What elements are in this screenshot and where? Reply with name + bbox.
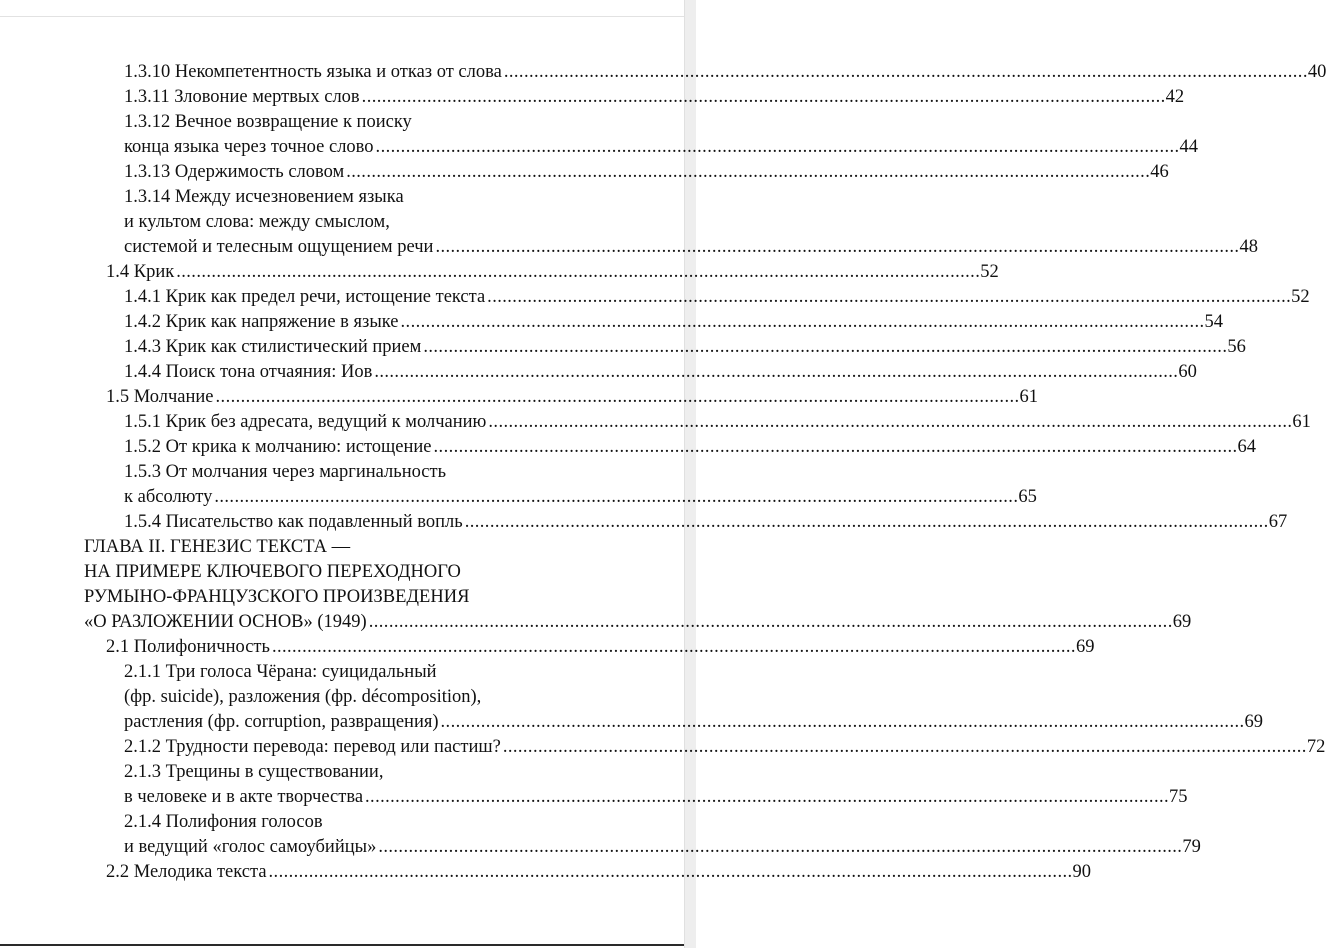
dot-leader: ................................................................................................................................................................ (268, 862, 1073, 882)
toc-entry-row (124, 285, 1310, 310)
toc-entry-title-line: НА ПРИМЕРЕ КЛЮЧЕВОГО ПЕРЕХОДНОГО (84, 562, 461, 582)
toc-entry[interactable] (0, 535, 1192, 635)
dot-leader: ................................................................................................................................................................ (502, 737, 1307, 757)
toc-entry[interactable] (0, 510, 1288, 535)
toc-entry-title-line: к абсолюту (124, 487, 213, 507)
dot-leader: ................................................................................................................................................................ (488, 412, 1293, 432)
dot-leader: ................................................................................................................................................................ (433, 437, 1238, 457)
dot-leader: ................................................................................................................................................................ (271, 637, 1076, 657)
toc-entry[interactable] (0, 860, 1092, 885)
toc-entry-title-line: конца языка через точное слово (124, 137, 374, 157)
toc-page-number: 72 (1306, 737, 1326, 757)
dot-leader: ................................................................................................................................................................ (378, 837, 1183, 857)
toc-entry-title-line: 1.5.1 Крик без адресата, ведущий к молчанию (124, 412, 487, 432)
toc-entry[interactable] (0, 360, 1197, 385)
toc-entry-row (106, 860, 1092, 885)
toc-entry-title-line: 1.4.1 Крик как предел речи, истощение текста (124, 287, 486, 307)
dot-leader: ................................................................................................................................................................ (374, 362, 1179, 382)
toc-entry[interactable] (0, 410, 1311, 435)
toc-page-number: 56 (1227, 337, 1246, 357)
toc-entry-row (124, 310, 1224, 335)
toc-entry-title-line: 1.3.10 Некомпетентность языка и отказ от слова (124, 62, 502, 82)
dot-leader: ................................................................................................................................................................ (214, 487, 1019, 507)
toc-entry-title-line: «О РАЗЛОЖЕНИИ ОСНОВ» (1949) (84, 612, 367, 632)
toc-entry-title-line: 1.3.12 Вечное возвращение к поиску (124, 112, 412, 132)
toc-entry-title-line: 2.2 Мелодика текста (106, 862, 267, 882)
toc-entry[interactable] (0, 385, 1039, 410)
dot-leader: ................................................................................................................................................................ (503, 62, 1308, 82)
toc-page-number: 61 (1292, 412, 1311, 432)
toc-entry[interactable] (0, 110, 1199, 160)
toc-entry-row (124, 785, 1188, 810)
toc-entry-title-line: 1.5 Молчание (106, 387, 214, 407)
toc-page-number: 54 (1204, 312, 1224, 332)
toc-entry[interactable] (0, 160, 1169, 185)
toc-entry-row (84, 610, 1192, 635)
toc-entry-row (124, 135, 1199, 160)
toc-entry[interactable] (0, 260, 999, 285)
toc-entry-title-line: 1.5.3 От молчания через маргинальность (124, 462, 447, 482)
toc-entry-title-line: 1.5.4 Писательство как подавленный вопль (124, 512, 463, 532)
toc-entry[interactable] (0, 310, 1224, 335)
toc-entry-title-line: 2.1.2 Трудности перевода: перевод или пастиш? (124, 737, 501, 757)
dot-leader: ................................................................................................................................................................ (464, 512, 1269, 532)
dot-leader: ................................................................................................................................................................ (176, 262, 981, 282)
toc-entry-row (106, 260, 999, 285)
dot-leader: ................................................................................................................................................................ (346, 162, 1151, 182)
toc-entry-row (124, 710, 1264, 735)
toc-entry-title-line: 1.3.11 Зловоние мертвых слов (124, 87, 360, 107)
dot-leader: ................................................................................................................................................................ (375, 137, 1180, 157)
toc-page-number: 60 (1178, 362, 1197, 382)
toc-entry[interactable] (0, 85, 1185, 110)
toc-entry[interactable] (0, 635, 1095, 660)
toc-entry-title-line: и культом слова: между смыслом, (124, 212, 390, 232)
toc-page-number: 61 (1019, 387, 1039, 407)
toc-entry-row (124, 835, 1201, 860)
toc-entry-title-line: 1.3.13 Одержимость словом (124, 162, 345, 182)
toc-entry-row (124, 510, 1288, 535)
toc-entry[interactable] (0, 285, 1310, 310)
toc-entry-title-line: системой и телесным ощущением речи (124, 237, 434, 257)
toc-entry-title-line: 1.4.2 Крик как напряжение в языке (124, 312, 399, 332)
toc-entry[interactable] (0, 335, 1246, 360)
toc-entry-title-line: растления (фр. corruption, развращения) (124, 712, 439, 732)
toc-entry-row (124, 360, 1197, 385)
toc-entry-title-line: 2.1 Полифоничность (106, 637, 270, 657)
toc-entry-row (124, 485, 1037, 510)
dot-leader: ................................................................................................................................................................ (365, 787, 1170, 807)
dot-leader: ................................................................................................................................................................ (423, 337, 1228, 357)
toc-page-number: 52 (1291, 287, 1310, 307)
toc-page-number: 65 (1018, 487, 1037, 507)
dot-leader: ................................................................................................................................................................ (440, 712, 1245, 732)
toc-page-number: 44 (1179, 137, 1199, 157)
toc-entry-title-line: 2.1.4 Полифония голосов (124, 812, 323, 832)
toc-entry-title-line: в человеке и в акте творчества (124, 787, 364, 807)
toc-entry[interactable] (0, 460, 1037, 510)
toc-page-number: 79 (1182, 837, 1201, 857)
toc-entry-title-line: ГЛАВА II. ГЕНЕЗИС ТЕКСТА — (84, 537, 351, 557)
toc-page-number: 64 (1237, 437, 1257, 457)
toc-entry[interactable] (0, 735, 1326, 760)
toc-entry-row (124, 85, 1185, 110)
toc-entry-title-line: 1.4.3 Крик как стилистический прием (124, 337, 422, 357)
toc-entry-title-line: 1.4 Крик (106, 262, 175, 282)
toc-page-number: 52 (980, 262, 999, 282)
toc-entry-title-line: 2.1.3 Трещины в существовании, (124, 762, 384, 782)
toc-entry-row (106, 635, 1095, 660)
table-of-contents (0, 60, 1326, 885)
toc-entry-row (124, 435, 1257, 460)
dot-leader: ................................................................................................................................................................ (435, 237, 1240, 257)
toc-page-number: 75 (1169, 787, 1188, 807)
toc-entry[interactable] (0, 810, 1201, 860)
toc-page-number: 67 (1268, 512, 1288, 532)
dot-leader: ................................................................................................................................................................ (361, 87, 1166, 107)
toc-entry-row (124, 410, 1311, 435)
toc-entry-title-line: 1.4.4 Поиск тона отчаяния: Иов (124, 362, 373, 382)
toc-page-number: 90 (1072, 862, 1092, 882)
dot-leader: ................................................................................................................................................................ (368, 612, 1173, 632)
toc-entry[interactable] (0, 435, 1257, 460)
toc-page-number: 42 (1165, 87, 1185, 107)
toc-entry-row (124, 60, 1326, 85)
toc-page-number: 69 (1172, 612, 1192, 632)
toc-page-number: 69 (1075, 637, 1095, 657)
dot-leader: ................................................................................................................................................................ (400, 312, 1205, 332)
toc-page-number: 40 (1307, 62, 1326, 82)
dot-leader: ................................................................................................................................................................ (487, 287, 1292, 307)
toc-entry-row (124, 235, 1258, 260)
toc-entry-row (124, 735, 1326, 760)
toc-page-number: 69 (1244, 712, 1264, 732)
toc-page-number: 46 (1150, 162, 1169, 182)
toc-entry[interactable] (0, 660, 1264, 735)
toc-entry-row (106, 385, 1039, 410)
toc-entry-row (124, 160, 1169, 185)
toc-entry-title-line: и ведущий «голос самоубийцы» (124, 837, 377, 857)
toc-page-number: 48 (1239, 237, 1258, 257)
toc-entry-row (124, 335, 1246, 360)
toc-entry[interactable] (0, 185, 1258, 260)
toc-entry-title-line: 2.1.1 Три голоса Чёрана: суицидальный (124, 662, 437, 682)
toc-entry[interactable] (0, 760, 1188, 810)
toc-entry[interactable] (0, 60, 1326, 85)
toc-entry-title-line: РУМЫНО-ФРАНЦУЗСКОГО ПРОИЗВЕДЕНИЯ (84, 587, 470, 607)
toc-entry-title-line: 1.3.14 Между исчезновением языка (124, 187, 404, 207)
dot-leader: ................................................................................................................................................................ (215, 387, 1020, 407)
toc-entry-title-line: 1.5.2 От крика к молчанию: истощение (124, 437, 432, 457)
toc-entry-title-line: (фр. suicide), разложения (фр. décomposition), (124, 687, 482, 707)
